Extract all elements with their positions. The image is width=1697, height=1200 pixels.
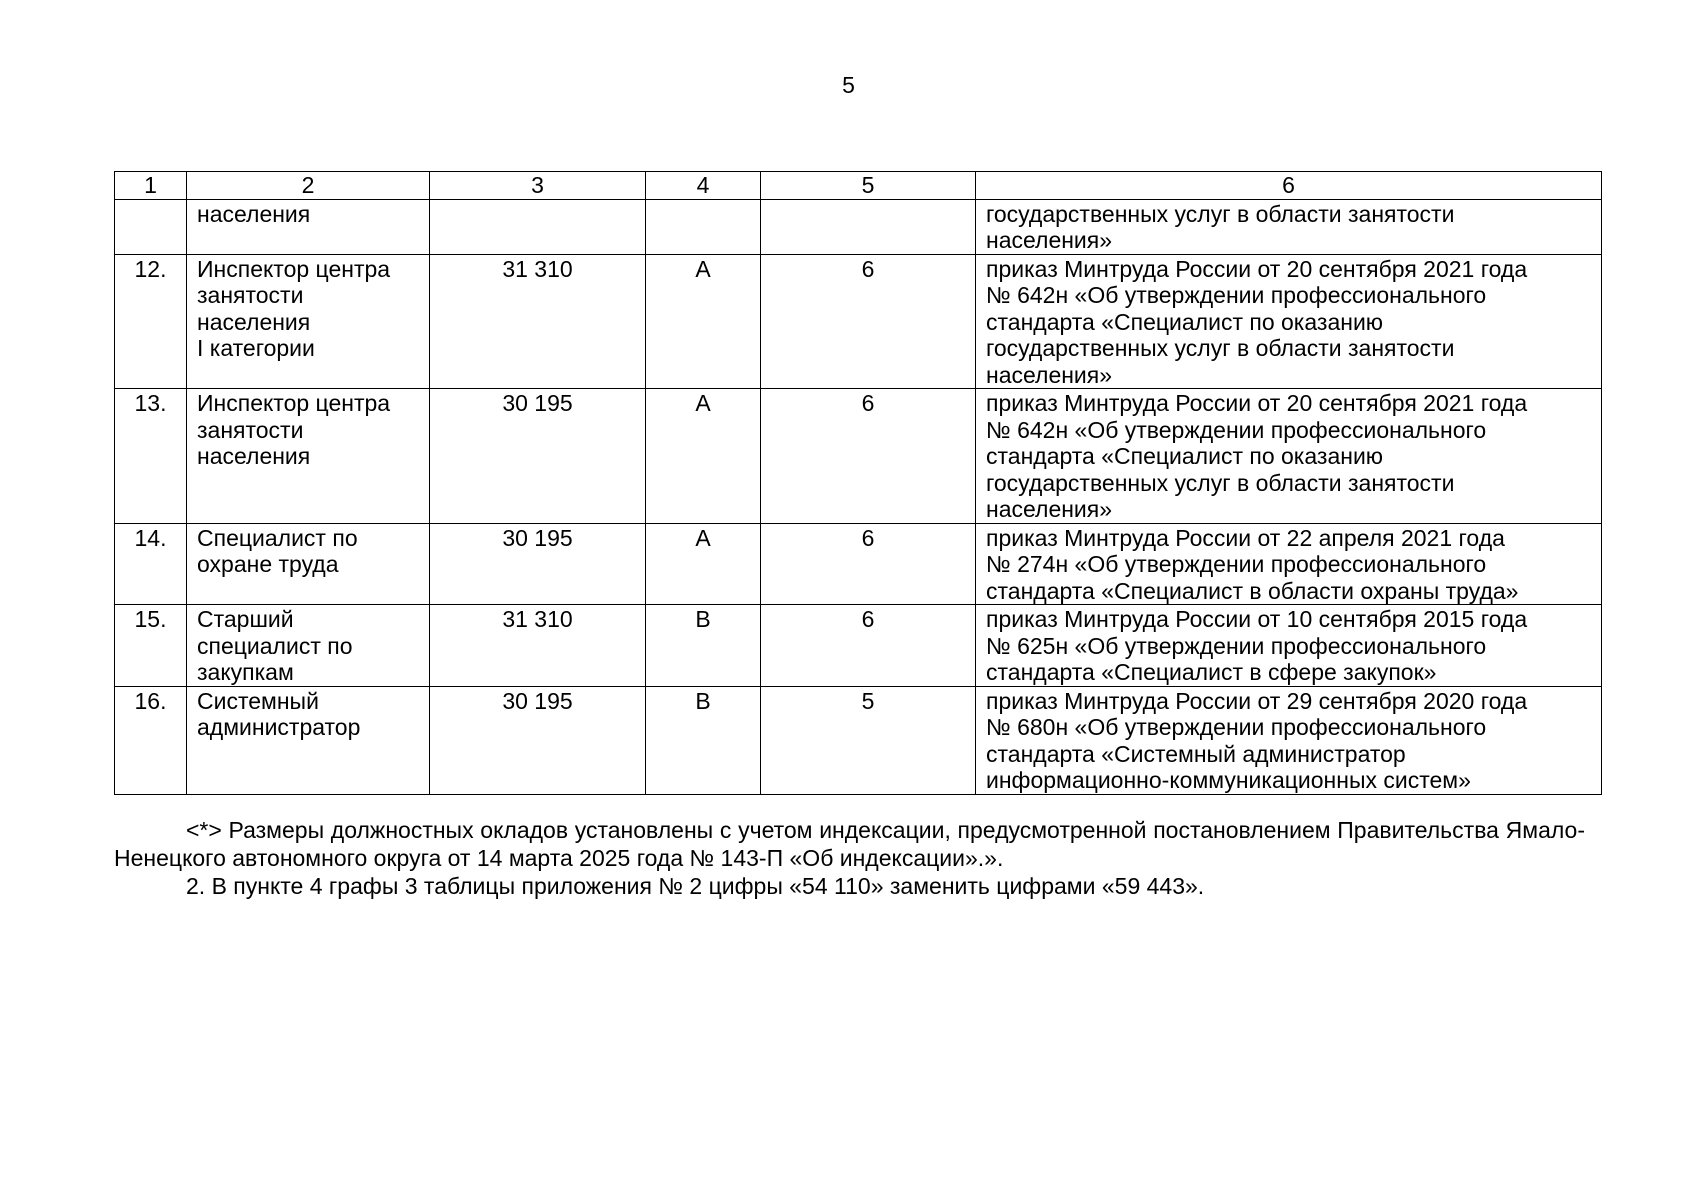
position-title-line: занятости — [197, 416, 304, 443]
legal-basis-line: № 625н «Об утверждении профессионального — [986, 632, 1487, 659]
qualification-group: А — [646, 523, 761, 605]
qualification-level: 6 — [761, 389, 976, 524]
row-number: 16. — [115, 686, 187, 794]
footnote-block — [114, 816, 1585, 900]
legal-basis-line: государственных услуг в области занятости — [986, 335, 1455, 361]
qualification-level — [761, 199, 976, 254]
position-title — [187, 389, 430, 524]
legal-basis-line: приказ Минтруда России от 10 сентября 2015 года — [986, 606, 1528, 632]
salary-cell: 31 310 — [430, 254, 646, 389]
legal-basis-line: приказ Минтруда России от 20 сентября 2021 года — [986, 390, 1528, 416]
legal-basis-line: № 642н «Об утверждении профессионального — [986, 416, 1487, 443]
table-row — [115, 254, 1602, 389]
qualification-group: В — [646, 605, 761, 687]
qualification-level: 6 — [761, 523, 976, 605]
legal-basis-line: приказ Минтруда России от 29 сентября 2020 года — [986, 687, 1528, 714]
salary-cell: 30 195 — [430, 389, 646, 524]
legal-basis-line: населения» — [986, 496, 1113, 522]
column-number: 1 — [115, 172, 187, 200]
table-row — [115, 686, 1602, 794]
legal-basis-line: стандарта «Системный администратор — [986, 740, 1406, 767]
position-title-line: населения — [197, 308, 311, 335]
qualification-level: 6 — [761, 254, 976, 389]
salary-cell: 31 310 — [430, 605, 646, 687]
legal-basis-line: информационно-коммуникационных систем» — [986, 767, 1471, 793]
table-row — [115, 199, 1602, 254]
row-number: 15. — [115, 605, 187, 687]
legal-basis-line: приказ Минтруда России от 20 сентября 2021 года — [986, 255, 1528, 282]
row-number: 14. — [115, 523, 187, 605]
footnote-paragraph: <*> Размеры должностных окладов установлены с учетом индексации, предусмотренной постановлением Правительства Ямало-Ненецкого автономного округа от 14 марта 2025 года № 143-П «Об индексации».». — [114, 817, 1585, 871]
legal-basis-line: стандарта «Специалист по оказанию — [986, 443, 1384, 469]
table-row — [115, 389, 1602, 524]
legal-basis-line: стандарта «Специалист в области охраны труда» — [986, 577, 1519, 604]
position-title-line: закупкам — [197, 659, 294, 685]
column-number: 3 — [430, 172, 646, 200]
position-title — [187, 605, 430, 687]
position-title-line: Инспектор центра — [197, 255, 391, 282]
legal-basis-line: приказ Минтруда России от 22 апреля 2021 года — [986, 524, 1505, 551]
row-number: 12. — [115, 254, 187, 389]
row-number — [115, 199, 187, 254]
column-number: 5 — [761, 172, 976, 200]
qualification-level: 5 — [761, 686, 976, 794]
amendment-paragraph: 2. В пункте 4 графы 3 таблицы приложения № 2 цифры «54 110» заменить цифрами «59 443». — [186, 873, 1205, 899]
position-title-line: занятости — [197, 282, 304, 308]
position-title-line: населения — [197, 200, 311, 227]
qualification-group — [646, 199, 761, 254]
position-title-line: Специалист по — [197, 524, 358, 551]
qualification-group: В — [646, 686, 761, 794]
row-number: 13. — [115, 389, 187, 524]
position-title-line: специалист по — [197, 632, 353, 659]
position-title-line: Старший — [197, 606, 294, 632]
legal-basis — [976, 605, 1602, 687]
position-title — [187, 199, 430, 254]
table-row — [115, 605, 1602, 687]
legal-basis-line: населения» — [986, 227, 1113, 253]
salary-cell: 30 195 — [430, 686, 646, 794]
legal-basis-line: № 642н «Об утверждении профессионального — [986, 282, 1487, 308]
position-title-line: администратор — [197, 714, 361, 740]
positions-table — [114, 171, 1602, 795]
salary-cell: 30 195 — [430, 523, 646, 605]
position-title-line: Инспектор центра — [197, 390, 391, 416]
salary-cell — [430, 199, 646, 254]
legal-basis-line: стандарта «Специалист в сфере закупок» — [986, 659, 1437, 685]
legal-basis-line: стандарта «Специалист по оказанию — [986, 308, 1384, 335]
legal-basis — [976, 686, 1602, 794]
position-title — [187, 686, 430, 794]
legal-basis — [976, 199, 1602, 254]
position-title-line: населения — [197, 443, 311, 469]
position-title-line: Системный — [197, 687, 319, 714]
column-number: 4 — [646, 172, 761, 200]
legal-basis-line: № 680н «Об утверждении профессионального — [986, 714, 1487, 740]
legal-basis-line: государственных услуг в области занятости — [986, 469, 1455, 496]
column-number: 6 — [976, 172, 1602, 200]
legal-basis — [976, 389, 1602, 524]
qualification-group: А — [646, 254, 761, 389]
position-title — [187, 254, 430, 389]
legal-basis-line: населения» — [986, 361, 1113, 388]
qualification-group: А — [646, 389, 761, 524]
column-number-row — [115, 172, 1602, 200]
table-row — [115, 523, 1602, 605]
legal-basis-line: № 274н «Об утверждении профессионального — [986, 551, 1487, 577]
position-title-line: охране труда — [197, 551, 339, 577]
legal-basis — [976, 254, 1602, 389]
page-number: 5 — [842, 72, 855, 98]
position-title-line: I категории — [197, 335, 315, 361]
position-title — [187, 523, 430, 605]
legal-basis — [976, 523, 1602, 605]
legal-basis-line: государственных услуг в области занятости — [986, 200, 1455, 227]
qualification-level: 6 — [761, 605, 976, 687]
column-number: 2 — [187, 172, 430, 200]
